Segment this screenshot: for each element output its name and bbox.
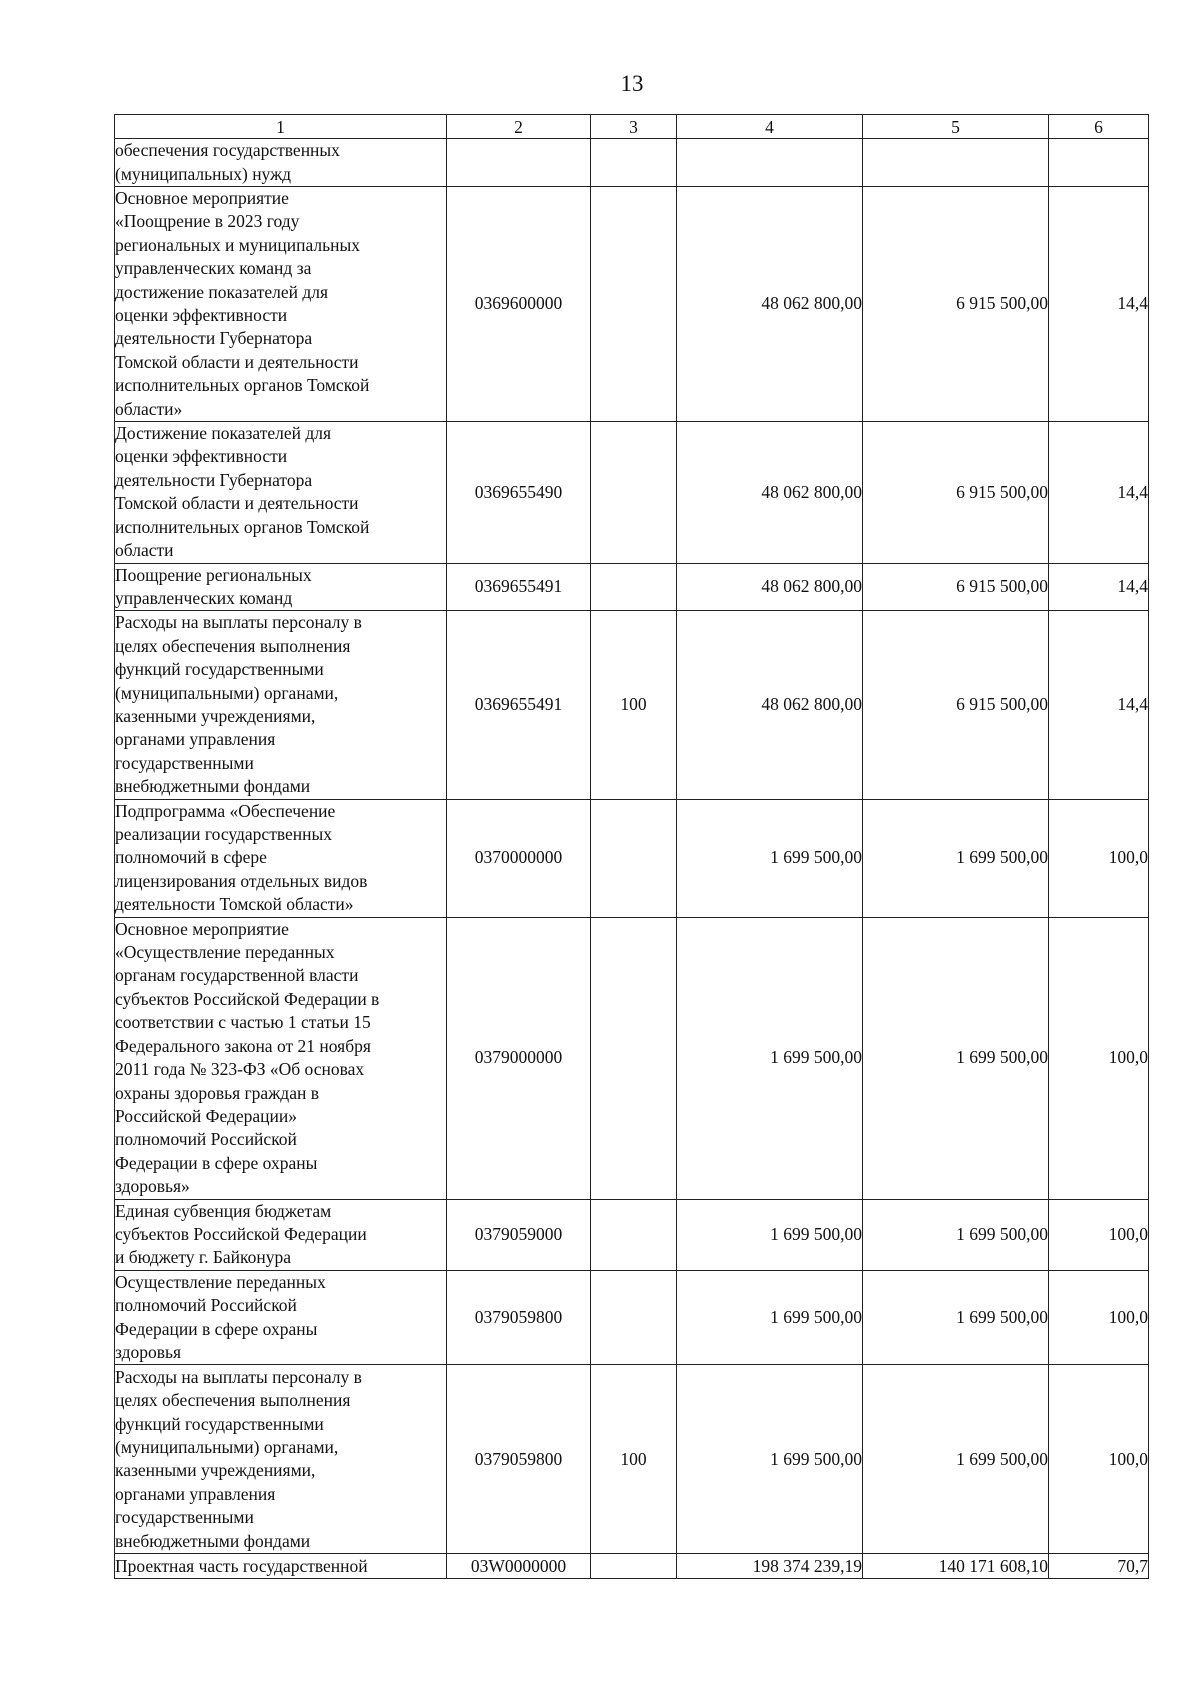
row-code: 0369655491 [447,563,591,611]
row-percent: 70,7 [1049,1554,1149,1579]
table-row [115,187,1149,422]
row-percent: 100,0 [1049,1365,1149,1554]
row-code: 03W0000000 [447,1554,591,1579]
row-code: 0379059800 [447,1270,591,1365]
row-expense-type [591,799,677,917]
row-name: Единая субвенция бюджетам субъектов Российской Федерации и бюджету г. Байконура [115,1200,367,1268]
row-fact: 6 915 500,00 [863,187,1049,422]
row-percent: 100,0 [1049,799,1149,917]
row-name: Подпрограмма «Обеспечение реализации государственных полномочий в сфере лицензирования отдельных видов деятельности Томской области» [115,800,368,915]
table-row [115,799,1149,917]
row-expense-type [591,187,677,422]
row-code: 0369600000 [447,187,591,422]
row-fact: 140 171 608,10 [863,1554,1049,1579]
row-fact: 1 699 500,00 [863,1365,1049,1554]
row-expense-type [591,1199,677,1270]
row-percent: 14,4 [1049,187,1149,422]
row-fact [863,139,1049,187]
row-percent: 100,0 [1049,917,1149,1199]
row-plan: 1 699 500,00 [677,1199,863,1270]
row-plan: 48 062 800,00 [677,611,863,799]
row-code: 0379059000 [447,1199,591,1270]
row-plan: 48 062 800,00 [677,422,863,563]
table-row [115,563,1149,611]
row-percent: 100,0 [1049,1199,1149,1270]
row-name: Поощрение региональных управленческих команд [115,564,312,608]
table-row [115,1365,1149,1554]
row-code: 0370000000 [447,799,591,917]
row-code: 0379000000 [447,917,591,1199]
row-name-cell [115,611,447,799]
row-fact: 1 699 500,00 [863,1199,1049,1270]
row-name-cell [115,1199,447,1270]
column-header-5: 5 [863,115,1049,139]
header-row [115,115,1149,139]
row-name: Основное мероприятие «Осуществление переданных органам государственной власти субъектов Российской Федерации в соответствии с частью 1 статьи 15 Федерального закона от 21 ноября 2011 года № 323-ФЗ «Об основах охраны здоровья граждан в Российской Федерации» полномочий Российской Федерации в сфере охраны здоровья» [115,918,380,1197]
table-row [115,917,1149,1199]
row-fact: 1 699 500,00 [863,917,1049,1199]
row-code: 0369655491 [447,611,591,799]
row-name-cell [115,917,447,1199]
table-row [115,1270,1149,1365]
row-plan: 1 699 500,00 [677,1365,863,1554]
row-percent [1049,139,1149,187]
table-row [115,611,1149,799]
row-name-cell [115,422,447,563]
row-name: Осуществление переданных полномочий Российской Федерации в сфере охраны здоровья [115,1271,326,1363]
row-name-cell [115,799,447,917]
row-plan: 1 699 500,00 [677,799,863,917]
column-header-3: 3 [591,115,677,139]
row-name-cell [115,563,447,611]
row-code: 0369655490 [447,422,591,563]
row-expense-type [591,422,677,563]
row-plan: 48 062 800,00 [677,563,863,611]
row-plan [677,139,863,187]
column-header-4: 4 [677,115,863,139]
row-percent: 14,4 [1049,422,1149,563]
row-expense-type [591,139,677,187]
row-name-cell [115,139,447,187]
row-percent: 14,4 [1049,611,1149,799]
row-expense-type: 100 [591,1365,677,1554]
row-fact: 6 915 500,00 [863,422,1049,563]
row-name-cell [115,1365,447,1554]
row-plan: 1 699 500,00 [677,917,863,1199]
row-expense-type [591,563,677,611]
row-expense-type [591,1554,677,1579]
column-header-2: 2 [447,115,591,139]
row-name: Достижение показателей для оценки эффективности деятельности Губернатора Томской области и деятельности исполнительных органов Томской области [115,423,370,561]
budget-table [114,114,1149,1579]
table-row [115,139,1149,187]
column-header-1: 1 [115,115,447,139]
row-fact: 6 915 500,00 [863,563,1049,611]
row-expense-type [591,1270,677,1365]
row-name-cell [115,187,447,422]
table-row [115,1554,1149,1579]
row-name: Расходы на выплаты персоналу в целях обеспечения выполнения функций государственными (муниципальными) органами, казенными учреждениями, органами управления государственными внебюджетными фондами [115,1366,362,1551]
row-fact: 1 699 500,00 [863,1270,1049,1365]
row-fact: 6 915 500,00 [863,611,1049,799]
row-fact: 1 699 500,00 [863,799,1049,917]
column-header-6: 6 [1049,115,1149,139]
row-plan: 198 374 239,19 [677,1554,863,1579]
row-name: Основное мероприятие «Поощрение в 2023 году региональных и муниципальных управленческих команд за достижение показателей для оценки эффективности деятельности Губернатора Томской области и деятельности исполнительных органов Томской области» [115,188,370,419]
row-name-cell [115,1270,447,1365]
row-code: 0379059800 [447,1365,591,1554]
row-percent: 14,4 [1049,563,1149,611]
table-row [115,1199,1149,1270]
row-name: Расходы на выплаты персоналу в целях обеспечения выполнения функций государственными (муниципальными) органами, казенными учреждениями, органами управления государственными внебюджетными фондами [115,612,362,797]
row-expense-type [591,917,677,1199]
row-plan: 48 062 800,00 [677,187,863,422]
row-name: Проектная часть государственной [115,1555,368,1576]
row-expense-type: 100 [591,611,677,799]
row-name-cell [115,1554,447,1579]
page-number: 13 [620,71,644,96]
row-code [447,139,591,187]
row-percent: 100,0 [1049,1270,1149,1365]
row-name: обеспечения государственных (муниципальных) нужд [115,140,340,184]
row-plan: 1 699 500,00 [677,1270,863,1365]
table-row [115,422,1149,563]
